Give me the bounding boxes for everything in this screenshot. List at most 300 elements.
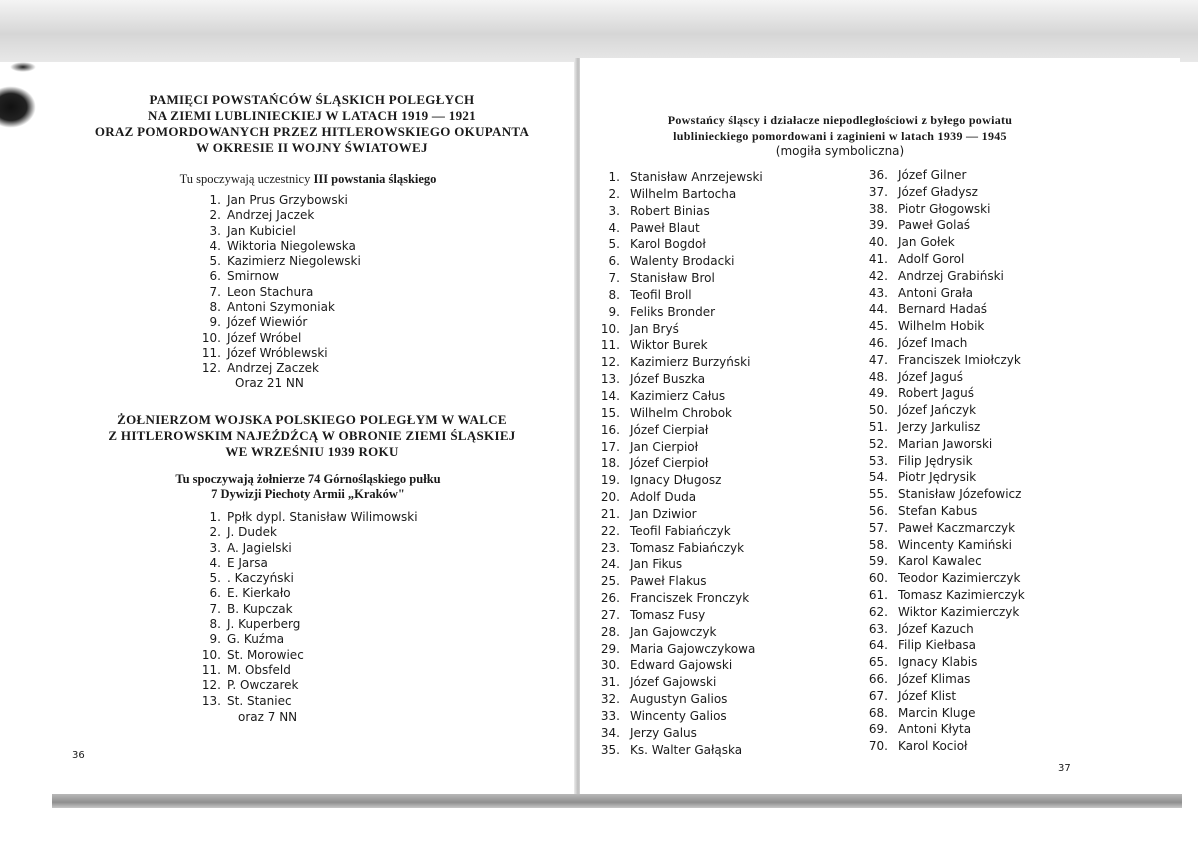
list-item-name: Józef Imach (898, 335, 968, 350)
list-item-name: G. Kuźma (227, 632, 285, 647)
list-item (598, 422, 858, 439)
list-item-number: 3. (209, 540, 221, 555)
scan-top-shadow (0, 0, 1198, 62)
list-item (866, 537, 1126, 554)
list-item-name: Teodor Kazimierczyk (898, 571, 1021, 586)
list-item-number: 2. (209, 208, 221, 223)
list-item-name: Teofil Broll (630, 287, 692, 302)
list-item (598, 220, 858, 237)
list-item-name: Antoni Grała (898, 285, 973, 300)
scan-speck (10, 62, 36, 72)
left-heading-2 (48, 412, 576, 460)
list-item (598, 354, 858, 371)
list-item-number: 7. (608, 271, 620, 286)
list-item-name: E. Kierkało (227, 586, 291, 601)
list-item-name: Jan Bryś (630, 321, 679, 336)
list-item-name: Jan Fikus (630, 557, 683, 572)
list-item-number: 45. (868, 319, 888, 334)
list-item-number: 14. (600, 388, 620, 403)
list-item (598, 439, 858, 456)
list-item (203, 300, 503, 315)
list-item (598, 725, 858, 742)
list-item-name: E Jarsa (227, 555, 268, 570)
list-item-name: Edward Gajowski (630, 658, 733, 673)
list-item (598, 455, 858, 472)
list-item-number: 19. (600, 473, 620, 488)
list-item-name: Józef Wiewiór (227, 315, 308, 330)
list-item-number: 11. (600, 338, 620, 353)
list-item-name: Robert Binias (630, 203, 710, 218)
list-item-name: Ignacy Długosz (630, 473, 722, 488)
list-item-name: Franciszek Fronczyk (630, 591, 750, 606)
list-item-number: 67. (868, 688, 888, 703)
list-item-number: 2. (608, 186, 620, 201)
left-intro-2 (48, 472, 568, 502)
list-item-name: P. Owczarek (227, 678, 299, 693)
list-item-name: Wincenty Galios (630, 709, 727, 723)
list-item-name: Jerzy Jarkulisz (898, 419, 981, 434)
list-item-name: Antoni Szymoniak (227, 300, 335, 315)
list-item-number: 39. (868, 218, 888, 233)
list-item (866, 688, 1126, 705)
list-item-number: 38. (868, 201, 888, 216)
list-item-name: Walenty Brodacki (630, 254, 735, 269)
list-item (866, 469, 1126, 486)
list-item (866, 486, 1126, 503)
page-number-right: 37 (1058, 763, 1071, 774)
heading-line: lublinieckiego pomordowani i zaginieni w latach 1939 — 1945 (673, 129, 1007, 143)
list2-footer: oraz 7 NN (238, 710, 298, 724)
list-item-name: Wiktor Burek (630, 338, 708, 353)
list-item-number: 68. (868, 705, 888, 720)
list-item-name: Józef Gilner (898, 168, 967, 182)
list-item-number: 8. (209, 300, 221, 315)
list-item-number: 5. (608, 237, 620, 252)
list-item (866, 352, 1126, 369)
list-item-number: 11. (201, 345, 221, 360)
list-item-number: 50. (868, 403, 888, 418)
list-item (203, 315, 503, 330)
right-heading-note: (mogiła symboliczna) (775, 144, 905, 158)
list-item-name: Karol Kocioł (898, 739, 968, 754)
list-item (598, 573, 858, 590)
list-item-number: 6. (608, 254, 620, 269)
list-item-name: Jan Cierpioł (630, 439, 699, 454)
list-item-name: Andrzej Jaczek (227, 208, 315, 223)
intro-line: 7 Dywizji Piechoty Armii „Kraków" (211, 487, 405, 501)
list-item-number: 47. (868, 352, 888, 367)
list-item (598, 506, 858, 523)
list-item-number: 12. (600, 355, 620, 370)
list-item-number: 64. (868, 638, 888, 653)
list-item (866, 201, 1126, 218)
list-item-name: Józef Wróbel (227, 330, 302, 345)
list-item (203, 224, 503, 239)
list-item-number: 8. (608, 287, 620, 302)
scan-bottom-shadow (52, 794, 1182, 808)
list-item-number: 34. (600, 725, 620, 740)
list-item (203, 525, 533, 540)
list-item (866, 234, 1126, 251)
list-item-name: Piotr Głogowski (898, 201, 991, 216)
list-item-name: Tomasz Kazimierczyk (898, 587, 1025, 602)
list-item (203, 285, 503, 300)
left-page (48, 62, 576, 794)
list-item-name: M. Obsfeld (227, 662, 291, 677)
list-item (598, 523, 858, 540)
list-item (866, 453, 1126, 470)
list-item (598, 270, 858, 287)
list-item (866, 621, 1126, 638)
list-item (866, 402, 1126, 419)
list-item (598, 253, 858, 270)
list-item-name: Ks. Walter Gałąska (630, 742, 743, 757)
list-item (203, 541, 533, 556)
list-item-name: Filip Jędrysik (898, 453, 973, 468)
list-item-name: Jan Gajowczyk (630, 624, 717, 639)
list-item (598, 708, 858, 725)
list-item-number: 7. (209, 284, 221, 299)
list-item-name: St. Staniec (227, 693, 292, 708)
list-item-name: Józef Jaguś (898, 369, 963, 384)
list-item-number: 11. (201, 662, 221, 677)
list-item-name: . Kaczyński (227, 571, 294, 586)
list-item (203, 648, 533, 663)
heading-line: Z HITLEROWSKIM NAJEŹDŹCĄ W OBRONIE ZIEMI ŚLĄSKIEJ (108, 428, 516, 443)
list-item-number: 5. (209, 571, 221, 586)
list-item-name: Wincenty Kamiński (898, 537, 1012, 552)
list-item-number: 35. (600, 742, 620, 757)
list-item (203, 678, 533, 693)
intro-text: Tu spoczywają uczestnicy (179, 172, 311, 186)
list-item-name: Andrzej Grabiński (898, 268, 1004, 283)
list-item-number: 3. (209, 223, 221, 238)
list-item (598, 169, 858, 186)
list-item (866, 301, 1126, 318)
list-item-number: 10. (201, 330, 221, 345)
list-item (598, 321, 858, 338)
list-item (866, 570, 1126, 587)
list-item (866, 637, 1126, 654)
list-item (203, 586, 533, 601)
list-item-number: 22. (600, 523, 620, 538)
list-item-name: Jan Gołek (898, 235, 955, 250)
left-heading-1 (48, 92, 576, 156)
list-item-name: Jan Kubiciel (227, 223, 296, 238)
list-item-name: Andrzej Zaczek (227, 361, 319, 376)
intro-bold-text: III powstania śląskiego (313, 172, 437, 186)
list-item (203, 254, 503, 269)
list-item (598, 742, 858, 759)
list-item-name: Jan Prus Grzybowski (227, 193, 348, 207)
list-item-number: 46. (868, 335, 888, 350)
list-item-name: Stanisław Anrzejewski (630, 170, 763, 184)
list-item (203, 208, 503, 223)
list-item (203, 510, 533, 525)
list-item-name: Wilhelm Hobik (898, 319, 985, 334)
list-item-number: 4. (209, 238, 221, 253)
list-item (598, 337, 858, 354)
list-item (598, 472, 858, 489)
list-item (866, 217, 1126, 234)
list-item-number: 70. (868, 739, 888, 754)
list-item-name: Kazimierz Burzyński (630, 355, 751, 370)
list-item-name: Józef Jańczyk (898, 403, 977, 418)
list-item (598, 590, 858, 607)
list-item-number: 4. (608, 220, 620, 235)
list-item-name: Wilhelm Chrobok (630, 405, 732, 420)
heading-line: WE WRZEŚNIU 1939 ROKU (225, 444, 399, 459)
list-item-number: 5. (209, 254, 221, 269)
list-item-name: Stefan Kabus (898, 503, 978, 518)
list-item (203, 571, 533, 586)
list-item-name: Franciszek Imiołczyk (898, 352, 1021, 367)
list-item (203, 239, 503, 254)
list-item-name: Ppłk dypl. Stanisław Wilimowski (227, 510, 418, 524)
list-item-name: Jerzy Galus (630, 725, 697, 740)
list-item-number: 13. (600, 372, 620, 387)
list-item (598, 489, 858, 506)
list-item-number: 13. (201, 693, 221, 708)
list-item-number: 12. (201, 678, 221, 693)
list-item-number: 49. (868, 386, 888, 401)
list-item-name: Marcin Kluge (898, 705, 976, 720)
list-item-number: 60. (868, 571, 888, 586)
list-item-name: Leon Stachura (227, 284, 314, 299)
list-item-name: St. Morowiec (227, 647, 304, 662)
list-item-number: 58. (868, 537, 888, 552)
list-item-number: 63. (868, 621, 888, 636)
left-list-soldiers (203, 510, 533, 709)
list-item (866, 184, 1126, 201)
list-item (866, 654, 1126, 671)
list-item (866, 369, 1126, 386)
list-item-name: Feliks Bronder (630, 304, 716, 319)
list-item (866, 318, 1126, 335)
list-item-number: 4. (209, 555, 221, 570)
list-item-number: 1. (608, 170, 620, 184)
list-item-name: Józef Klimas (898, 671, 971, 686)
list-item (598, 540, 858, 557)
list-item-number: 12. (201, 361, 221, 376)
list-item-name: Józef Buszka (630, 372, 706, 387)
list-item-name: Adolf Duda (630, 490, 697, 505)
list-item-name: Józef Kazuch (898, 621, 974, 636)
list-item (866, 268, 1126, 285)
list-item-number: 10. (600, 321, 620, 336)
list-item-number: 53. (868, 453, 888, 468)
list-item-name: Józef Gajowski (630, 675, 717, 690)
list-item-number: 28. (600, 624, 620, 639)
list-item-name: Paweł Golaś (898, 218, 971, 233)
list-item-number: 57. (868, 520, 888, 535)
list-item (598, 186, 858, 203)
list-item (203, 361, 503, 376)
right-list-column-2 (866, 167, 1126, 755)
list-item (598, 405, 858, 422)
page-number-left: 36 (72, 750, 85, 761)
list-item (866, 385, 1126, 402)
list-item-name: Piotr Jędrysik (898, 470, 977, 485)
list-item-number: 9. (608, 304, 620, 319)
list-item (866, 587, 1126, 604)
list-item (866, 503, 1126, 520)
list-item-number: 48. (868, 369, 888, 384)
list-item (866, 436, 1126, 453)
list-item-number: 26. (600, 591, 620, 606)
list-item-number: 25. (600, 574, 620, 589)
list-item-number: 52. (868, 436, 888, 451)
list-item (598, 674, 858, 691)
list-item (598, 388, 858, 405)
list-item-name: Smirnow (227, 269, 280, 284)
list-item (866, 251, 1126, 268)
list-item-name: J. Kuperberg (227, 617, 301, 632)
list-item-number: 9. (209, 315, 221, 330)
list-item-number: 1. (209, 510, 221, 524)
list-item-name: Stanisław Józefowicz (898, 487, 1022, 502)
list-item-number: 7. (209, 601, 221, 616)
list-item-name: Filip Kiełbasa (898, 638, 977, 653)
heading-line: Powstańcy śląscy i działacze niepodległościowi z byłego powiatu (667, 113, 1013, 127)
list-item (203, 556, 533, 571)
list-item-number: 36. (868, 168, 888, 182)
list-item-number: 29. (600, 641, 620, 656)
right-page (580, 58, 1180, 794)
list-item (598, 287, 858, 304)
list-item-name: Wilhelm Bartocha (630, 186, 737, 201)
list-item-number: 3. (608, 203, 620, 218)
list-item-name: Teofil Fabiańczyk (630, 523, 731, 538)
left-intro-1 (48, 172, 568, 187)
list-item-number: 40. (868, 235, 888, 250)
list-item-number: 59. (868, 554, 888, 569)
list-item (598, 624, 858, 641)
list-item (866, 167, 1126, 184)
list-item (598, 657, 858, 674)
heading-line: ORAZ POMORDOWANYCH PRZEZ HITLEROWSKIEGO OKUPANTA (94, 124, 530, 139)
list-item (203, 346, 503, 361)
list-item (203, 617, 533, 632)
list-item (598, 641, 858, 658)
list-item-name: Józef Cierpiał (630, 422, 709, 437)
list-item-number: 23. (600, 540, 620, 555)
list-item-number: 32. (600, 692, 620, 707)
list-item (866, 705, 1126, 722)
list-item-name: J. Dudek (227, 525, 277, 540)
list-item-name: Paweł Blaut (630, 220, 700, 235)
list-item (203, 663, 533, 678)
list-item (866, 671, 1126, 688)
list-item-number: 17. (600, 439, 620, 454)
list-item (866, 721, 1126, 738)
list-item-name: Robert Jaguś (898, 386, 974, 401)
list-item-number: 44. (868, 302, 888, 317)
list-item-number: 51. (868, 419, 888, 434)
list-item-number: 66. (868, 671, 888, 686)
list-item (866, 604, 1126, 621)
list-item (866, 335, 1126, 352)
list-item-name: Józef Gładysz (898, 184, 978, 199)
list-item-name: Marian Jaworski (898, 436, 993, 451)
left-list-insurgents (203, 193, 503, 377)
list-item-number: 27. (600, 607, 620, 622)
list-item-name: Kazimierz Niegolewski (227, 254, 361, 269)
list-item (866, 553, 1126, 570)
list-item (203, 269, 503, 284)
list-item (598, 607, 858, 624)
list-item-number: 18. (600, 456, 620, 471)
list-item-number: 69. (868, 722, 888, 737)
list-item (598, 556, 858, 573)
list-item (866, 285, 1126, 302)
list-item (866, 738, 1126, 755)
heading-line: ŻOŁNIERZOM WOJSKA POLSKIEGO POLEGŁYM W WALCE (117, 412, 507, 427)
list-item (598, 371, 858, 388)
list-item-number: 9. (209, 632, 221, 647)
list-item-name: Adolf Gorol (898, 251, 965, 266)
list-item-number: 42. (868, 268, 888, 283)
list-item-name: Paweł Flakus (630, 574, 707, 589)
list-item (203, 331, 503, 346)
list-item-name: Tomasz Fusy (630, 607, 706, 622)
intro-line: Tu spoczywają żołnierze 74 Górnośląskiego pułku (175, 472, 441, 486)
list-item-number: 24. (600, 557, 620, 572)
list-item-name: Józef Wróblewski (227, 345, 328, 360)
list-item-name: Bernard Hadaś (898, 302, 988, 317)
list-item-name: B. Kupczak (227, 601, 293, 616)
list-item-name: Kazimierz Całus (630, 388, 726, 403)
list-item-name: A. Jagielski (227, 540, 292, 555)
heading-line: W OKRESIE II WOJNY ŚWIATOWEJ (196, 140, 428, 155)
list-item-name: Stanisław Brol (630, 271, 715, 286)
list-item-number: 6. (209, 586, 221, 601)
scan-edge-mark (0, 86, 36, 128)
right-list-column-1 (598, 169, 858, 759)
list-item-number: 16. (600, 422, 620, 437)
list-item-number: 20. (600, 490, 620, 505)
list-item-name: Wiktor Kazimierczyk (898, 604, 1020, 619)
list-item (866, 520, 1126, 537)
list-item-name: Augustyn Galios (630, 692, 728, 707)
list-item-name: Karol Kawalec (898, 554, 982, 569)
list-item-number: 15. (600, 405, 620, 420)
list-item-number: 2. (209, 525, 221, 540)
list-item-name: Józef Klist (898, 688, 957, 703)
list-item (598, 203, 858, 220)
list-item-number: 33. (600, 709, 620, 723)
list-item (866, 419, 1126, 436)
list-item (598, 304, 858, 321)
list-item-number: 61. (868, 587, 888, 602)
list-item-number: 1. (209, 193, 221, 207)
list-item-name: Ignacy Klabis (898, 655, 978, 670)
list-item (203, 632, 533, 647)
list-item-name: Paweł Kaczmarczyk (898, 520, 1016, 535)
list-item (598, 236, 858, 253)
list-item-number: 43. (868, 285, 888, 300)
list-item-name: Wiktoria Niegolewska (227, 238, 356, 253)
list-item-name: Antoni Kłyta (898, 722, 972, 737)
list-item (203, 694, 533, 709)
list-item-number: 30. (600, 658, 620, 673)
heading-line: PAMIĘCI POWSTAŃCÓW ŚLĄSKICH POLEGŁYCH (149, 92, 475, 107)
list-item-number: 54. (868, 470, 888, 485)
heading-line: NA ZIEMI LUBLINIECKIEJ W LATACH 1919 — 1921 (148, 108, 476, 123)
list-item-number: 65. (868, 655, 888, 670)
list-item (203, 193, 503, 208)
list-item (203, 602, 533, 617)
